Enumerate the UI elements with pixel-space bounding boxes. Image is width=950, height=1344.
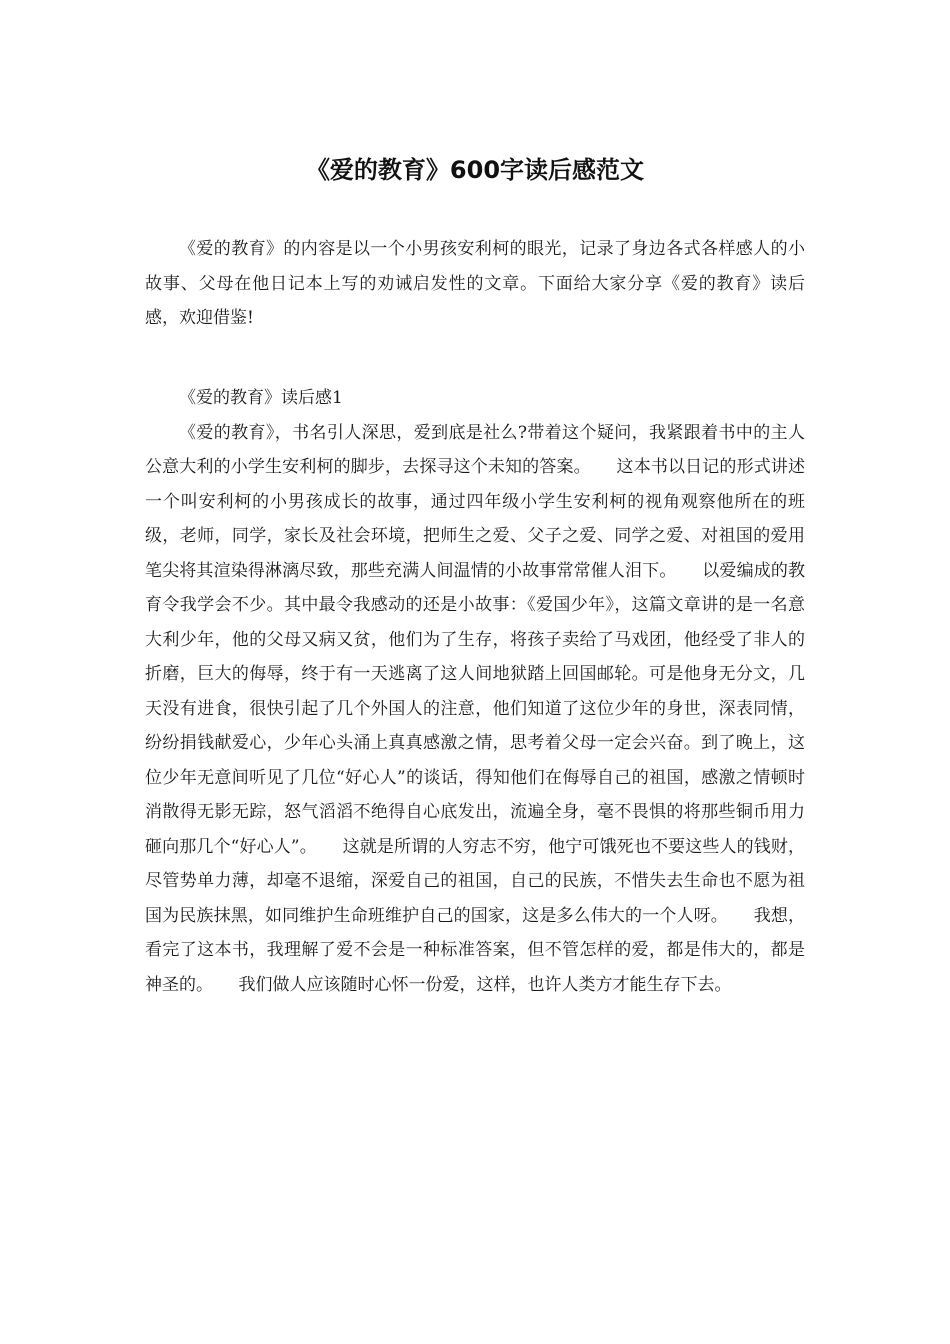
section-body-paragraph: 《爱的教育》，书名引人深思，爱到底是社么?带着这个疑问，我紧跟着书中的主人公意大利的小学生安利柯的脚步，去探寻这个未知的答案。 这本书以日记的形式讲述一个叫安利柯的小男孩成长的故事，通过四年级小学生安利柯的视角观察他所在的班级，老师，同学，家长及社会环境，把师生之爱、父子之爱、同学之爱、对祖国的爱用笔尖将其渲染得淋漓尽致，那些充满人间温情的小故事常常催人泪下。 以爱编成的教育令我学会不少。其中最令我感动的还是小故事：《爱国少年》，这篇文章讲的是一名意大利少年，他的父母又病又贫，他们为了生存，将孩子卖给了马戏团，他经受了非人的折磨，巨大的侮辱，终于有一天逃离了这人间地狱踏上回国邮轮。可是他身无分文，几天没有进食，很快引起了几个外国人的注意，他们知道了这位少年的身世，深表同情，纷纷捐钱献爱心，少年心头涌上真真感激之情，思考着父母一定会兴奋。到了晚上，这位少年无意间听见了几位“好心人”的谈话，得知他们在侮辱自己的祖国，感激之情顿时消散得无影无踪，怒气滔滔不绝得自心底发出，流遍全身，毫不畏惧的将那些铜币用力砸向那几个“好心人”。 这就是所谓的人穷志不穷，他宁可饿死也不要这些人的钱财，尽管势单力薄，却毫不退缩，深爱自己的祖国，自己的民族，不惜失去生命也不愿为祖国为民族抹黑，如同维护生命班维护自己的国家，这是多么伟大的一个人呀。 我想，看完了这本书，我理解了爱不会是一种标准答案，但不管怎样的爱，都是伟大的，都是神圣的。 我们做人应该随时心怀一份爱，这样，也许人类方才能生存下去。 xyxy=(145,422,805,995)
intro-section xyxy=(145,232,805,336)
intro-paragraph: 《爱的教育》的内容是以一个小男孩安利柯的眼光，记录了身边各式各样感人的小故事、父母在他日记本上写的劝诫启发性的文章。下面给大家分享《爱的教育》读后感，欢迎借鉴! xyxy=(145,239,805,328)
review-section xyxy=(145,381,805,1002)
section-heading: 《爱的教育》读后感1 xyxy=(179,388,343,408)
document-title: 《爱的教育》600字读后感范文 xyxy=(305,156,645,184)
